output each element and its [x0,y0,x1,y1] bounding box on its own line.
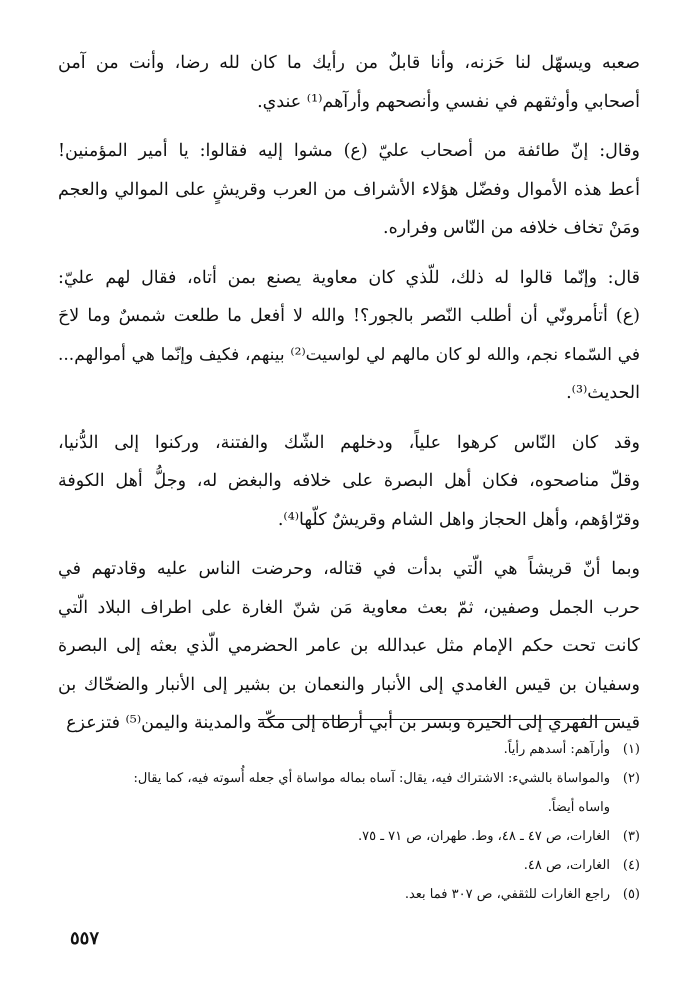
text-line: كانت تحت حكم الإمام مثل عبدالله بن عامر الحضرمي الّذي بعثه إلى البصرة [58,636,640,656]
footnote-number: (٤) [622,858,640,873]
text-line: وقال: إنّ طائفة من أصحاب عليّ (ع) مشوا إليه فقالوا: يا أمير المؤمنين! [58,141,640,161]
footnote-number: (٢) [622,771,640,786]
page-number: ٥٥٧ [70,928,100,949]
text-line: وقلّ مناصحوه، فكان أهل البصرة على خلافه والبغض له، وجلُّ أهل الكوفة [58,471,640,491]
footnote-text [58,822,610,851]
text-line: في السّماء نجم، والله لو كان مالهم لي لواسيت⁽²⁾ بينهم، فكيف وإنّما هي أموالهم... [58,344,640,365]
paragraph [58,550,640,743]
footnote-number: (٥) [622,887,640,902]
text-line: صعبه ويسهّل لنا حَزنه، وأنا قابلٌ من رأيك ما كان لله رضا، وأنت من آمن [58,53,640,73]
footnote-line: الغارات، ص ٤٨. [523,858,610,873]
footnote-line: الغارات، ص ٤٧ ـ ٤٨، وط. طهران، ص ٧١ ـ ٧٥. [357,829,610,844]
footnote-text [58,851,610,880]
text-line: وبما أنّ قريشاً هي الّتي بدأت في قتاله، وحرضت الناس عليه وقادتهم في [58,559,640,579]
footnote-line: وأرآهم: أسدهم رأياً. [503,742,610,757]
footnote-number: (٣) [622,829,640,844]
footnote-text [58,880,610,909]
paragraph [58,424,640,540]
footnote-number: (١) [622,742,640,757]
main-text [58,44,640,754]
footnote-line: والمواساة بالشيء: الاشتراك فيه، يقال: آساه بماله مواساة أي جعله أُسوته فيه، كما يقال: [133,771,610,786]
text-line: الحديث⁽³⁾. [566,383,640,403]
paragraph [58,259,640,413]
text-line: أعط هذه الأموال وفضّل هؤلاء الأشراف من العرب وقريشٍ على الموالي والعجم [58,179,640,200]
text-line: قيس الفهري إلى الحيرة وبسر بن أبي أرطاة إلى مكّة والمدينة واليمن⁽⁵⁾ فتزعزع [66,713,640,733]
text-line: ومَنْ تخاف خلافه من النّاس وفراره. [383,218,640,238]
footnote [58,764,640,822]
text-line: حرب الجمل وصفين، ثمّ بعث معاوية مَن شنّ الغارة على اطراف البلاد الّتي [58,597,640,618]
text-line: (ع) أتأمرونّي أن أطلب النّصر بالجور؟! والله لا أفعل ما طلعت شمسٌ وما لاحَ [58,306,640,326]
footnote [58,822,640,851]
paragraph [58,44,640,121]
footnote [58,880,640,909]
text-line: أصحابي وأوثقهم في نفسي وأنصحهم وأرآهم⁽¹⁾ عندي. [257,91,640,112]
text-line: وقرّاؤهم، وأهل الحجاز واهل الشام وقريشٌ كلّها⁽⁴⁾. [277,509,640,530]
text-line: وسفيان بن قيس الغامدي إلى الأنبار والنعمان بن بشير إلى الأنبار والضحّاك بن [58,674,640,695]
footnotes [58,735,640,909]
footnote-line: واساه أيضاً. [547,800,610,815]
footnote-text [58,735,610,764]
paragraph [58,132,640,248]
footnote-line: راجع الغارات للثقفي، ص ٣٠٧ فما بعد. [404,887,610,902]
footnote [58,735,640,764]
text-line: وقد كان النّاس كرهوا علياً، ودخلهم الشّك والفتنة، وركنوا إلى الدُّنيا، [58,432,640,453]
footnote [58,851,640,880]
footnote-separator [258,719,620,720]
text-line: قال: وإنّما قالوا له ذلك، للّذي كان معاوية يصنع بمن أتاه، فقال لهم عليّ: [58,267,640,288]
footnote-text [58,764,610,822]
